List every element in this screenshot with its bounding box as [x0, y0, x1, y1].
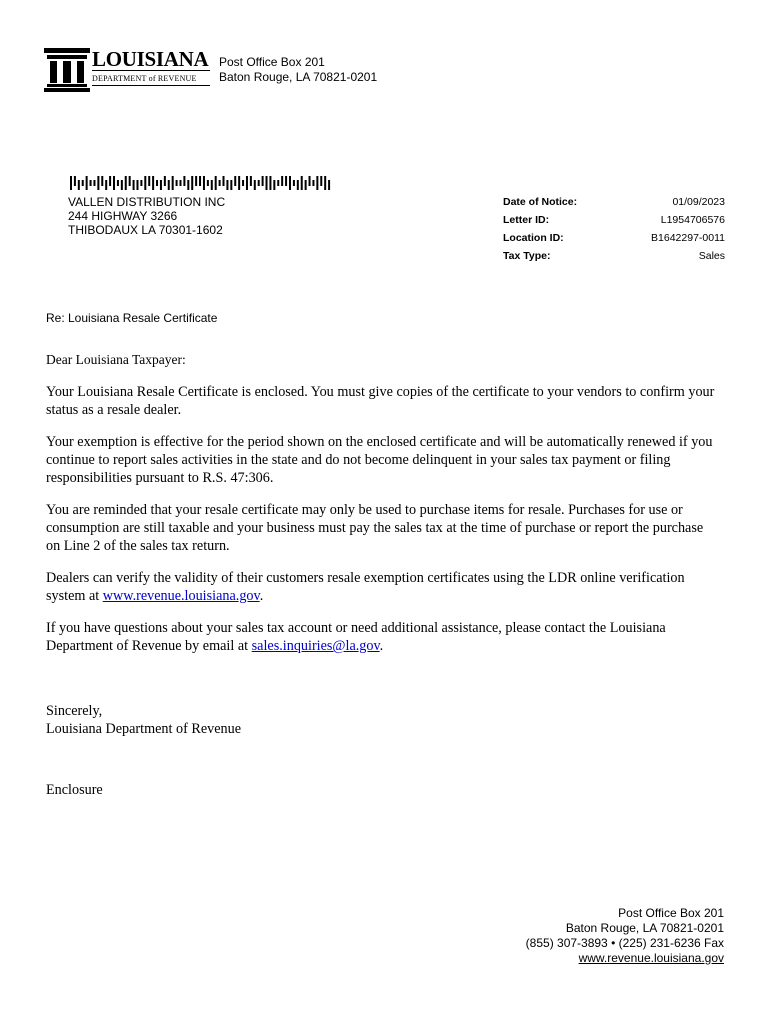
recipient-city: THIBODAUX LA 70301-1602: [68, 223, 223, 237]
barcode-bar: [97, 176, 99, 190]
barcode-bar: [226, 180, 228, 190]
paragraph-text: If you have questions about your sales tax account or need additional assistance, please contact the Louisiana Department of Revenue by email at: [46, 620, 666, 654]
barcode-bar: [113, 176, 115, 190]
recipient-street: 244 HIGHWAY 3266: [68, 209, 178, 223]
barcode-bar: [273, 180, 275, 190]
barcode-bar: [109, 176, 111, 186]
barcode-bar: [254, 180, 256, 190]
barcode-bar: [324, 176, 326, 190]
paragraph: [46, 569, 718, 605]
barcode-bar: [125, 176, 127, 190]
barcode-bar: [320, 176, 322, 186]
barcode-bar: [136, 180, 138, 190]
barcode-bar: [223, 176, 225, 186]
barcode-bar: [328, 180, 330, 190]
barcode-bar: [289, 176, 291, 190]
barcode-bar: [70, 176, 72, 190]
barcode-bar: [168, 180, 170, 190]
barcode-bar: [305, 180, 307, 190]
barcode-bar: [203, 176, 205, 190]
paragraph-text: .: [379, 638, 384, 654]
barcode-bar: [230, 180, 232, 190]
barcode-bar: [309, 176, 311, 186]
barcode-bar: [74, 176, 76, 186]
header-address: [219, 55, 377, 85]
notice-row-letter: [503, 213, 725, 231]
logo-subtitle: DEPARTMENT of REVENUE: [92, 74, 197, 83]
revenue-website-link[interactable]: www.revenue.louisiana.gov: [102, 588, 260, 604]
letter-id-label: Letter ID:: [503, 214, 550, 226]
barcode-bar: [297, 180, 299, 190]
barcode-bar: [316, 176, 318, 190]
footer-website-link[interactable]: www.revenue.louisiana.gov: [578, 951, 724, 965]
barcode-bar: [86, 176, 88, 190]
barcode-bar: [301, 176, 303, 190]
barcode-bar: [234, 176, 236, 186]
barcode-bar: [140, 180, 142, 186]
logo-wordmark: LOUISIANA: [92, 47, 209, 71]
notice-row-date: [503, 195, 725, 213]
ldr-logo: [44, 46, 214, 92]
barcode-bar: [101, 176, 103, 186]
notice-row-taxtype: [503, 249, 725, 267]
barcode-bar: [293, 180, 295, 186]
barcode-bar: [281, 176, 283, 186]
barcode-bar: [242, 180, 244, 186]
footer-phone: (855) 307-3893 • (225) 231-6236 Fax: [525, 936, 724, 950]
barcode-bar: [312, 180, 314, 186]
paragraph-text: Dealers can verify the validity of their customers resale exemption certificates using the LDR online verification system at: [46, 570, 685, 604]
barcode-bar: [160, 180, 162, 190]
barcode-bar: [250, 176, 252, 186]
email-link[interactable]: sales.inquiries@la.gov: [251, 638, 380, 654]
barcode-bar: [269, 176, 271, 190]
subject-line: Re: Louisiana Resale Certificate: [46, 311, 218, 325]
letter-body: [46, 351, 718, 669]
barcode-bar: [215, 176, 217, 190]
date-of-notice-label: Date of Notice:: [503, 196, 578, 208]
barcode-bar: [183, 176, 185, 186]
closing: Sincerely,: [46, 703, 103, 719]
barcode-bar: [238, 176, 240, 190]
barcode-bar: [199, 176, 201, 186]
barcode-bar: [285, 176, 287, 186]
footer-contact: [526, 906, 724, 966]
barcode-bar: [144, 176, 146, 190]
logo-rule: [92, 70, 210, 71]
barcode-bar: [152, 176, 154, 190]
barcode-bar: [117, 180, 119, 186]
barcode-bar: [246, 176, 248, 190]
footer-line: Post Office Box 201: [618, 906, 724, 920]
tax-type-label: Tax Type:: [503, 250, 551, 262]
letter-id-value: L1954706576: [660, 214, 725, 226]
notice-details: [503, 195, 725, 267]
barcode-bar: [78, 180, 80, 190]
barcode-bar: [195, 176, 197, 186]
barcode-bar: [90, 180, 92, 186]
paragraph: Your Louisiana Resale Certificate is enclosed. You must give copies of the certificate to your vendors to confirm your status as a resale dealer.: [46, 384, 715, 418]
location-id-label: Location ID:: [503, 232, 564, 244]
barcode-bar: [266, 176, 268, 190]
date-of-notice-value: 01/09/2023: [672, 196, 725, 208]
header-address-line: Baton Rouge, LA 70821-0201: [219, 70, 378, 84]
barcode-bar: [133, 180, 135, 190]
footer-line: Baton Rouge, LA 70821-0201: [565, 921, 724, 935]
greeting: Dear Louisiana Taxpayer:: [46, 352, 186, 367]
paragraph: Your exemption is effective for the period shown on the enclosed certificate and will be automatically renewed if you continue to report sales activities in the state and do not become delinquent in your sales tax payment or filing responsibilities pursuant to R.S. 47:306.: [46, 434, 713, 486]
barcode-bar: [211, 180, 213, 190]
paragraph-text: .: [259, 588, 264, 604]
enclosure-note: Enclosure: [46, 782, 103, 798]
barcode-bar: [207, 180, 209, 186]
barcode-bar: [219, 180, 221, 186]
location-id-value: B1642297-0011: [651, 232, 725, 244]
barcode-bar: [105, 180, 107, 190]
barcode-bar: [172, 176, 174, 190]
barcode-bar: [277, 180, 279, 186]
logo-rule: [92, 85, 210, 86]
barcode-bar: [148, 176, 150, 186]
notice-row-location: [503, 231, 725, 249]
tax-type-value: Sales: [698, 250, 725, 262]
capitol-building-icon: [44, 46, 90, 92]
barcode-bar: [93, 180, 95, 186]
barcode-bar: [262, 176, 264, 186]
barcode-bar: [156, 180, 158, 186]
recipient-address: [68, 195, 225, 237]
barcode-bar: [187, 180, 189, 190]
postal-barcode: [70, 176, 332, 190]
barcode-bar: [82, 180, 84, 186]
barcode-bar: [121, 180, 123, 190]
barcode-bar: [176, 180, 178, 186]
signature: Louisiana Department of Revenue: [46, 721, 242, 737]
paragraph: [46, 619, 718, 655]
header-address-line: Post Office Box 201: [219, 55, 325, 69]
barcode-bar: [179, 180, 181, 186]
barcode-bar: [258, 180, 260, 186]
paragraph: You are reminded that your resale certificate may only be used to purchase items for resale. Purchases for use or consumption are still taxable and your business must pay the sales tax at the time of purchase or report the purchase on Line 2 of the sales tax return.: [46, 502, 704, 554]
barcode-bar: [191, 176, 193, 190]
closing-block: [46, 702, 241, 738]
recipient-name: VALLEN DISTRIBUTION INC: [68, 195, 226, 209]
barcode-bar: [129, 176, 131, 186]
barcode-bar: [164, 176, 166, 186]
